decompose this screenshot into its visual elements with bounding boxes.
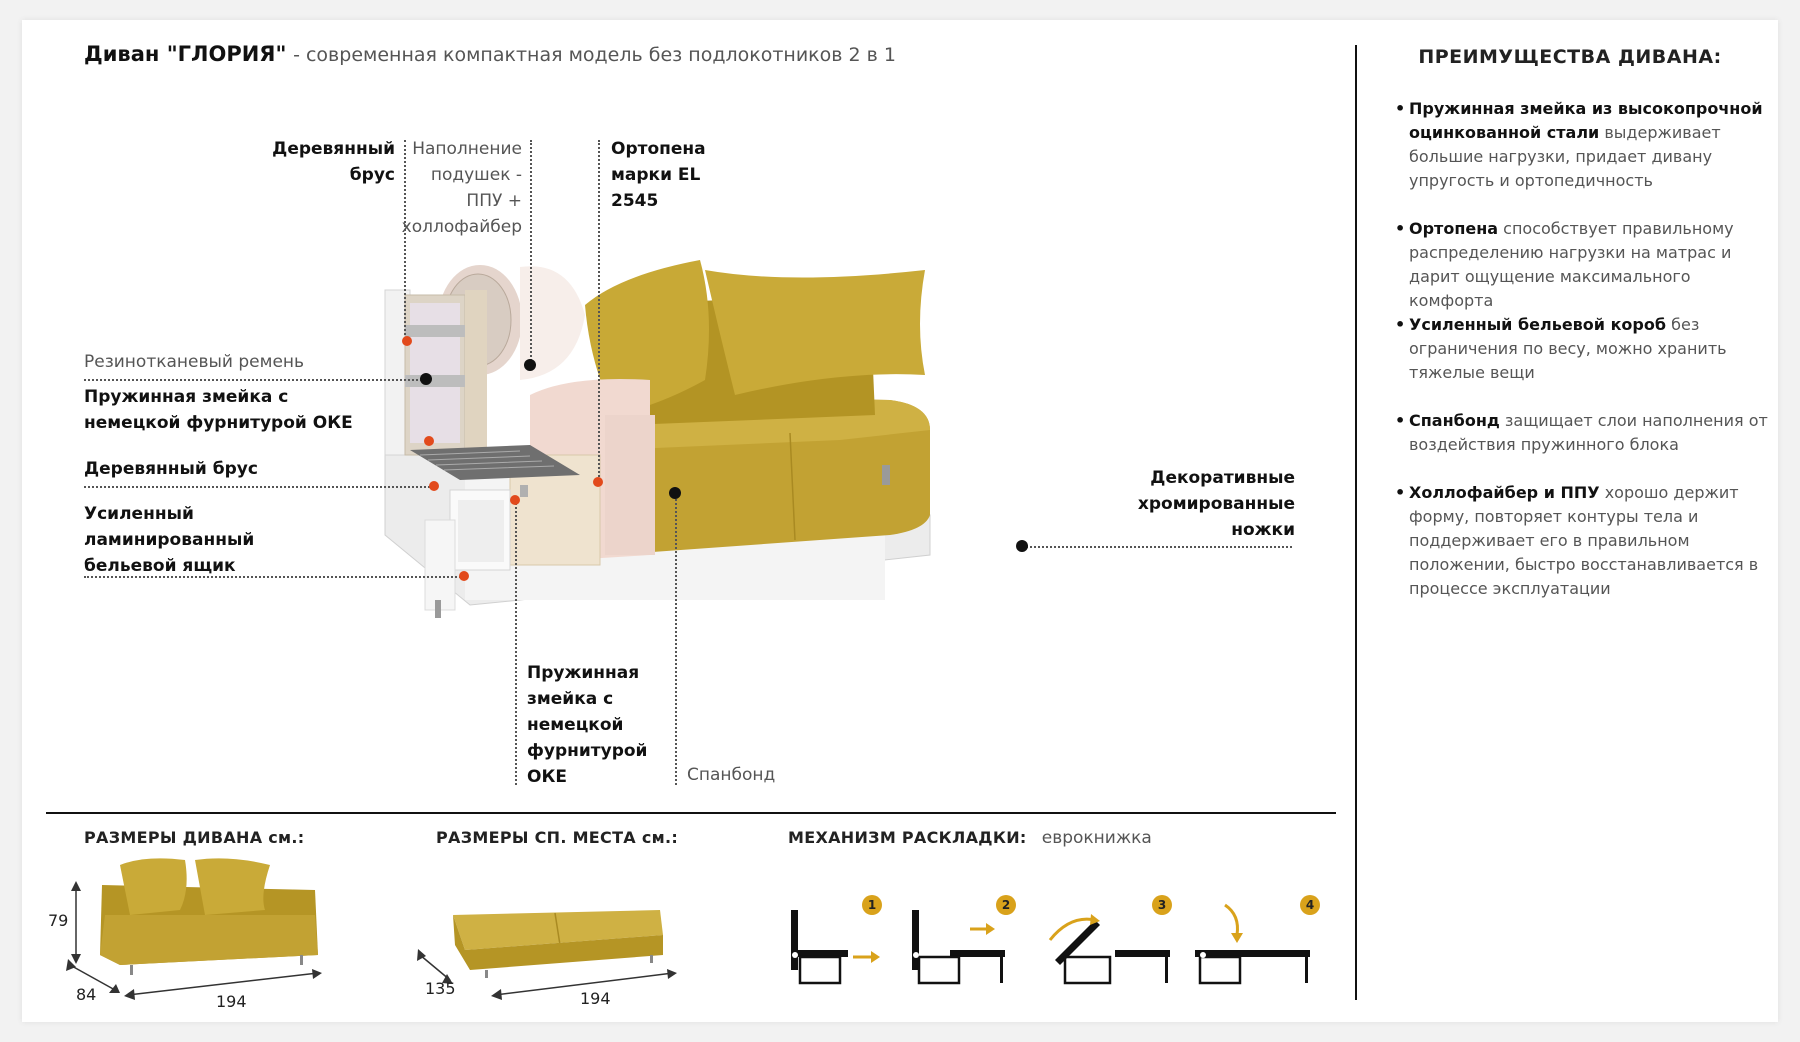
callout-spring-left: Пружинная змейка с немецкой фурнитурой ОКЕ bbox=[84, 387, 353, 433]
advantages-heading: ПРЕИМУЩЕСТВА ДИВАНА: bbox=[1418, 46, 1722, 68]
step-badge-1: 1 bbox=[862, 895, 882, 915]
advantage-item bbox=[1395, 97, 1770, 193]
advantage-title: Спанбонд bbox=[1409, 411, 1500, 430]
callout-wood-beam-left: Деревянный брус bbox=[84, 459, 258, 479]
bed-dimensions-figure bbox=[415, 895, 695, 1005]
sofa-dimensions-heading: РАЗМЕРЫ ДИВАНА см.: bbox=[84, 828, 305, 847]
sofa-cutaway-illustration bbox=[370, 255, 1070, 625]
advantage-text: выдерживает большие нагрузки, придает дивану упругость и ортопедичность bbox=[1409, 123, 1721, 190]
page-title bbox=[84, 42, 896, 66]
advantage-text: без ограничения по весу, можно хранить тяжелые вещи bbox=[1409, 315, 1727, 382]
horizontal-divider bbox=[46, 812, 1336, 814]
leader-line bbox=[598, 140, 600, 480]
advantage-item bbox=[1395, 313, 1770, 385]
leader-line bbox=[84, 486, 434, 488]
advantage-title: Усиленный бельевой короб bbox=[1409, 315, 1667, 334]
advantage-text: способствует правильному распределению нагрузки на матрас и дарит ощущение максимального комфорта bbox=[1409, 219, 1734, 310]
advantage-text: хорошо держит форму, повторяет контуры тела и поддерживает его в правильном положении, быстро восстанавливается в процессе эксплуатации bbox=[1409, 483, 1759, 598]
leader-line bbox=[675, 495, 677, 785]
callout-pillow-fill: Наполнение подушек - ППУ + холлофайбер bbox=[401, 139, 522, 237]
sofa-height-value: 79 bbox=[48, 911, 69, 930]
callout-spunbond: Спанбонд bbox=[687, 765, 776, 785]
advantage-item bbox=[1395, 409, 1770, 457]
leader-line bbox=[530, 140, 532, 365]
leader-line bbox=[515, 500, 517, 785]
advantage-text: защищает слои наполнения от воздействия пружинного блока bbox=[1409, 411, 1768, 454]
advantage-title: Пружинная змейка из высокопрочной оцинкованной стали bbox=[1409, 99, 1763, 142]
advantage-item bbox=[1395, 481, 1770, 601]
sofa-width-value: 194 bbox=[216, 992, 247, 1011]
leader-line bbox=[84, 379, 426, 381]
callout-spring-bottom: Пружинная змейка с немецкой фурнитурой ОКЕ bbox=[527, 663, 648, 787]
bullet: • bbox=[1395, 219, 1406, 238]
callout-orthofoam: Ортопена марки EL 2545 bbox=[611, 139, 706, 211]
sofa-depth-value: 84 bbox=[76, 985, 97, 1004]
mechanism-heading: МЕХАНИЗМ РАСКЛАДКИ: bbox=[788, 828, 1027, 847]
callout-belt: Резинотканевый ремень bbox=[84, 352, 305, 372]
bed-depth-value: 135 bbox=[425, 979, 456, 998]
bed-width-value: 194 bbox=[580, 989, 611, 1008]
vertical-divider bbox=[1355, 45, 1357, 1000]
advantage-item bbox=[1395, 217, 1770, 313]
sofa-name: Диван "ГЛОРИЯ" bbox=[84, 42, 287, 66]
mechanism-row bbox=[788, 828, 1152, 848]
bullet: • bbox=[1395, 411, 1406, 430]
sofa-subtitle: - современная компактная модель без подлокотников 2 в 1 bbox=[293, 44, 896, 66]
callout-legs: Декоративные хромированные ножки bbox=[1137, 468, 1295, 540]
leader-line bbox=[1022, 546, 1292, 548]
bullet: • bbox=[1395, 99, 1406, 118]
step-badge-3: 3 bbox=[1152, 895, 1172, 915]
sofa-dimensions-figure bbox=[60, 855, 340, 1015]
step-badge-4: 4 bbox=[1300, 895, 1320, 915]
bed-dimensions-heading: РАЗМЕРЫ СП. МЕСТА см.: bbox=[436, 828, 679, 847]
advantage-title: Холлофайбер и ППУ bbox=[1409, 483, 1600, 502]
step-badge-2: 2 bbox=[996, 895, 1016, 915]
bullet: • bbox=[1395, 315, 1406, 334]
bullet: • bbox=[1395, 483, 1406, 502]
callout-wood-beam-top: Деревянный брус bbox=[272, 139, 395, 185]
mechanism-value: еврокнижка bbox=[1041, 828, 1152, 848]
advantage-title: Ортопена bbox=[1409, 219, 1499, 238]
callout-laundry-box: Усиленный ламинированный бельевой ящик bbox=[84, 504, 255, 576]
